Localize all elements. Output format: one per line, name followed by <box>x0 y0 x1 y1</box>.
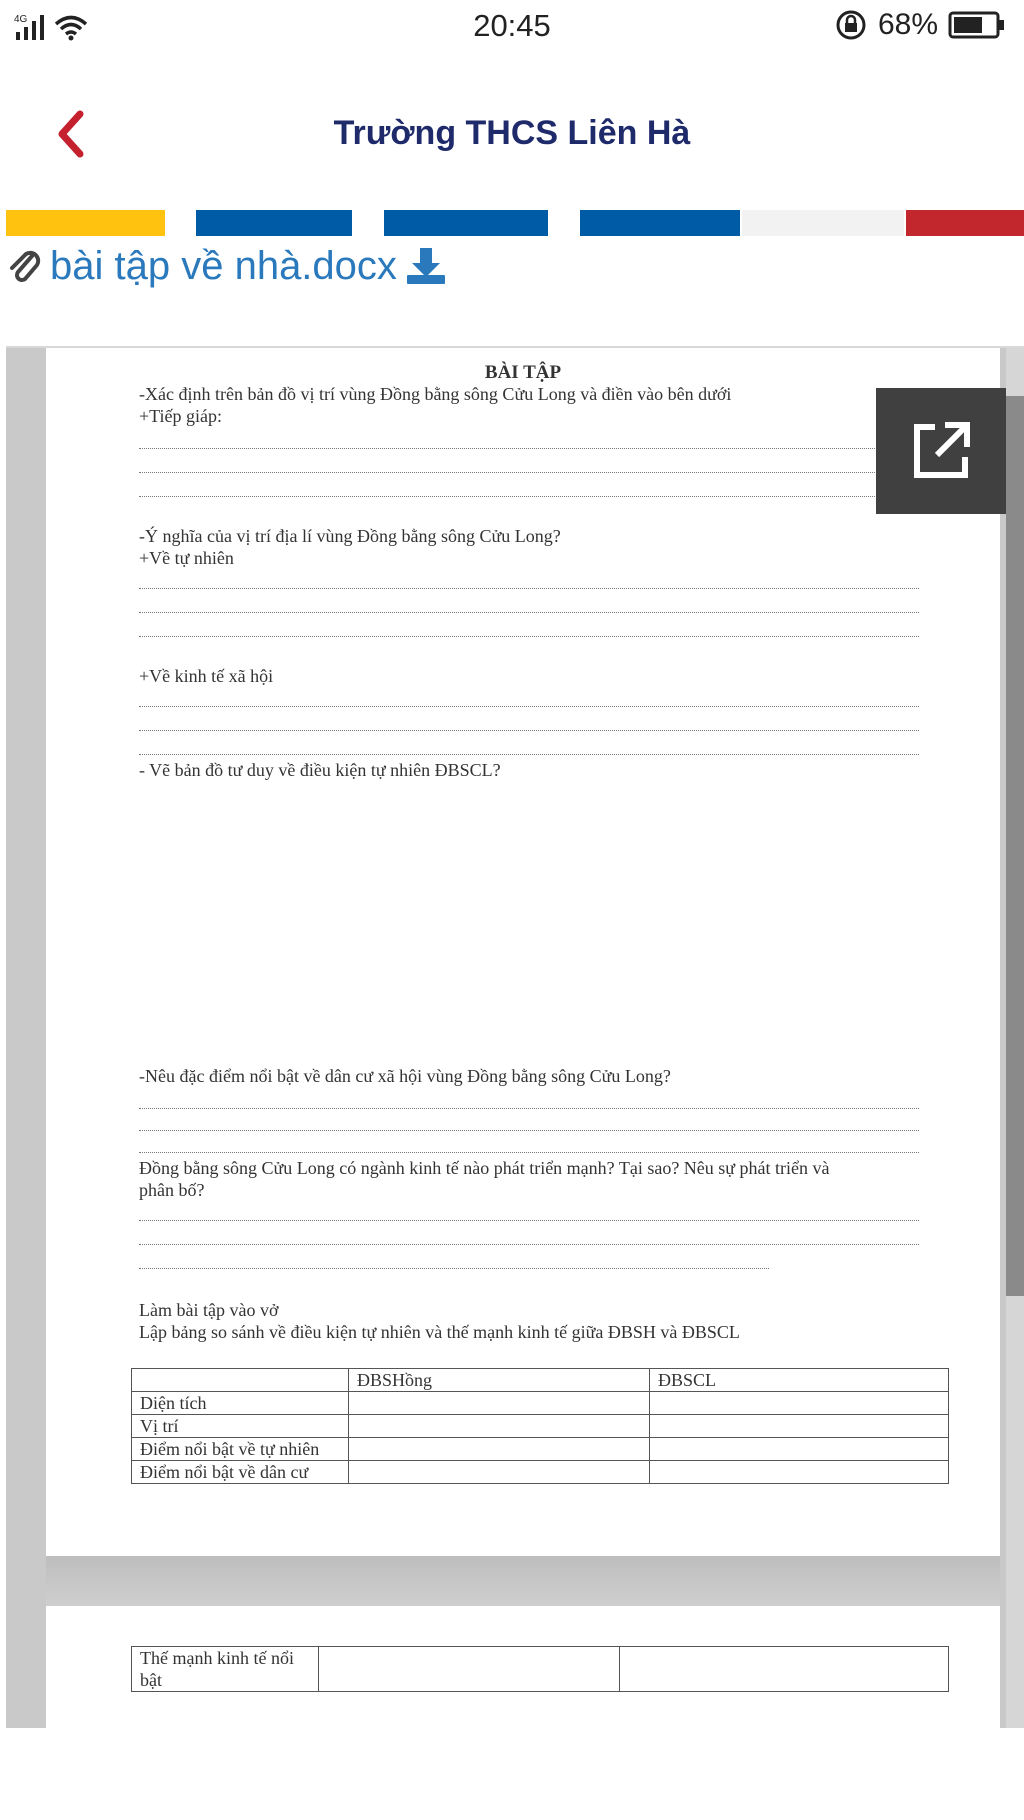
color-strip-blue-3 <box>580 210 740 236</box>
dotted-line <box>139 1244 919 1245</box>
color-strip-yellow <box>6 210 165 236</box>
doc-line-11: Lập bảng so sánh về điều kiện tự nhiên và thế mạnh kinh tế giữa ĐBSH và ĐBSCL <box>139 1322 740 1342</box>
attachment-filename[interactable]: bài tập về nhà.docx <box>50 243 397 288</box>
dotted-line <box>139 706 919 707</box>
color-strip-red <box>906 210 1024 236</box>
dotted-line <box>139 730 919 731</box>
dotted-line <box>139 1268 769 1269</box>
table-header-cell: ĐBSCL <box>650 1369 949 1392</box>
paperclip-icon <box>6 246 42 286</box>
open-external-button[interactable] <box>876 388 1006 514</box>
doc-line-3: -Ý nghĩa của vị trí địa lí vùng Đồng bằng sông Cửu Long? <box>139 526 561 546</box>
doc-line-4: +Về tự nhiên <box>139 548 234 568</box>
document-page-2 <box>46 1606 1000 1728</box>
app-header <box>0 56 1024 206</box>
table-header-cell <box>132 1369 349 1392</box>
table-row-label: Điểm nổi bật về dân cư <box>132 1461 349 1484</box>
rotation-lock-icon <box>834 8 868 42</box>
status-right <box>834 8 1006 42</box>
doc-line-2: +Tiếp giáp: <box>139 406 222 426</box>
document-viewer[interactable] <box>6 346 1024 1728</box>
comparison-table <box>131 1368 949 1484</box>
table-row-label: Vị trí <box>132 1415 349 1438</box>
page-title: Trường THCS Liên Hà <box>333 114 691 152</box>
battery-icon <box>948 10 1006 40</box>
dotted-line <box>139 612 919 613</box>
open-external-icon <box>909 419 973 483</box>
document-page-1 <box>46 348 1000 1556</box>
battery-percent: 68% <box>877 8 938 41</box>
doc-line-6: - Vẽ bản đồ tư duy về điều kiện tự nhiên ĐBSCL? <box>139 760 501 780</box>
color-strip-blue-2 <box>384 210 548 236</box>
dotted-line <box>139 448 919 449</box>
dotted-line <box>139 1130 919 1131</box>
doc-heading: BÀI TẬP <box>484 362 562 383</box>
network-type: 4G <box>14 14 28 25</box>
color-strip-blue-1 <box>196 210 352 236</box>
dotted-line <box>139 472 919 473</box>
table-row <box>132 1438 949 1461</box>
dotted-line <box>139 754 919 755</box>
dotted-line <box>139 1108 919 1109</box>
table-header-cell: ĐBSHồng <box>349 1369 650 1392</box>
doc-line-7: -Nêu đặc điểm nổi bật về dân cư xã hội vùng Đồng bằng sông Cửu Long? <box>139 1066 671 1086</box>
doc-line-8: Đồng bằng sông Cửu Long có ngành kinh tế nào phát triển mạnh? Tại sao? Nêu sự phát triển và <box>139 1158 830 1178</box>
table-row-label: Diện tích <box>132 1392 349 1415</box>
table-row <box>132 1415 949 1438</box>
dotted-line <box>139 588 919 589</box>
table-row-label: Điểm nổi bật về tự nhiên <box>132 1438 349 1461</box>
doc-line-5: +Về kinh tế xã hội <box>139 666 274 686</box>
doc-line-10: Làm bài tập vào vở <box>139 1300 279 1320</box>
dotted-line <box>139 636 919 637</box>
table-row <box>132 1461 949 1484</box>
doc-line-9: phân bố? <box>139 1180 205 1200</box>
page-separator <box>46 1556 1000 1606</box>
dotted-line <box>139 496 919 497</box>
table-row <box>132 1647 949 1692</box>
table-header-row <box>132 1369 949 1392</box>
comparison-table-continued <box>131 1646 949 1692</box>
table-row-label: Thế mạnh kinh tế nổi bật <box>132 1647 319 1692</box>
clock: 20:45 <box>473 8 551 43</box>
download-icon[interactable] <box>405 246 447 286</box>
doc-line-1: -Xác định trên bản đồ vị trí vùng Đồng bằng sông Cửu Long và điền vào bên dưới <box>139 384 732 404</box>
scrollbar-thumb[interactable] <box>1006 396 1024 1296</box>
color-strip-gray <box>742 210 904 236</box>
table-row <box>132 1392 949 1415</box>
dotted-line <box>139 1152 919 1153</box>
attachment-link[interactable] <box>6 236 447 296</box>
dotted-line <box>139 1220 919 1221</box>
status-bar <box>0 0 1024 56</box>
